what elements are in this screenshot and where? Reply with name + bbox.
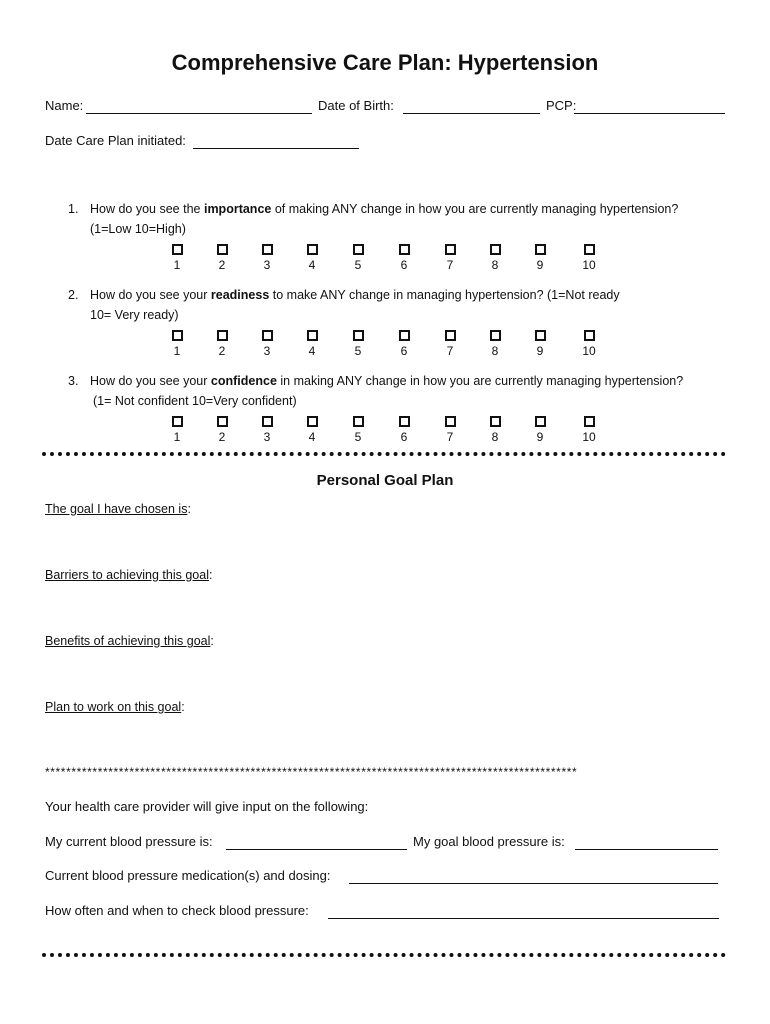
question-text-pre: How do you see your [90, 288, 211, 302]
rating-option[interactable] [202, 244, 242, 272]
rating-scale-readiness [156, 330, 616, 364]
rating-option[interactable] [475, 244, 515, 272]
option-label: 1 [173, 258, 181, 272]
checkbox[interactable] [217, 416, 228, 427]
checkbox[interactable] [490, 416, 501, 427]
option-label: 5 [354, 258, 362, 272]
checkbox[interactable] [307, 330, 318, 341]
care-plan-initiated-field[interactable] [193, 134, 359, 149]
question-number: 1. [68, 202, 79, 216]
option-label: 2 [218, 344, 226, 358]
question-importance [90, 202, 678, 216]
rating-option[interactable] [247, 244, 287, 272]
checkbox[interactable] [535, 416, 546, 427]
option-label: 6 [400, 430, 408, 444]
scale-note: (1=Low 10=High) [90, 222, 186, 236]
checkbox[interactable] [307, 416, 318, 427]
rating-option[interactable] [569, 416, 609, 444]
option-label: 2 [218, 258, 226, 272]
rating-option[interactable] [157, 244, 197, 272]
checkbox[interactable] [262, 244, 273, 255]
rating-option[interactable] [247, 416, 287, 444]
checkbox[interactable] [584, 416, 595, 427]
checkbox[interactable] [445, 244, 456, 255]
rating-option[interactable] [520, 416, 560, 444]
checkbox[interactable] [490, 330, 501, 341]
barriers-label [45, 568, 212, 582]
check-bp-field[interactable] [328, 904, 719, 919]
provider-intro: Your health care provider will give input on the following: [45, 799, 369, 814]
goal-chosen-text: The goal I have chosen is [45, 502, 188, 516]
benefits-text: Benefits of achieving this goal [45, 634, 211, 648]
rating-option[interactable] [247, 330, 287, 358]
option-label: 10 [582, 430, 596, 444]
checkbox[interactable] [353, 416, 364, 427]
page-title: Comprehensive Care Plan: Hypertension [171, 50, 599, 75]
question-keyword: importance [203, 202, 272, 216]
checkbox[interactable] [172, 416, 183, 427]
checkbox[interactable] [399, 416, 410, 427]
star-separator: ***************************************************************************************************** [45, 765, 578, 779]
goal-plan-title: Personal Goal Plan [316, 472, 454, 489]
rating-option[interactable] [384, 244, 424, 272]
option-label: 4 [308, 430, 316, 444]
rating-option[interactable] [292, 330, 332, 358]
care-plan-initiated-label: Date Care Plan initiated: [45, 133, 186, 148]
colon: : [181, 700, 185, 714]
checkbox[interactable] [307, 244, 318, 255]
checkbox[interactable] [584, 330, 595, 341]
rating-option[interactable] [292, 416, 332, 444]
plan-text: Plan to work on this goal [45, 700, 182, 714]
current-bp-field[interactable] [226, 835, 407, 850]
option-label: 3 [263, 344, 271, 358]
question-keyword: confidence [210, 374, 277, 388]
rating-option[interactable] [157, 416, 197, 444]
colon: : [210, 634, 214, 648]
option-label: 5 [354, 430, 362, 444]
dotted-divider [42, 953, 726, 957]
option-label: 8 [491, 258, 499, 272]
checkbox[interactable] [353, 330, 364, 341]
question-text-post: in making ANY change in how you are currently managing hypertension? [276, 374, 684, 388]
option-label: 9 [536, 430, 544, 444]
rating-scale-importance [156, 244, 616, 278]
rating-option[interactable] [569, 330, 609, 358]
pcp-field[interactable] [574, 99, 725, 114]
question-text-post: of making ANY change in how you are currently managing hypertension? [271, 202, 679, 216]
scale-note: (1= Not confident 10=Very confident) [93, 394, 297, 408]
rating-option[interactable] [384, 330, 424, 358]
question-number: 2. [68, 288, 79, 302]
question-keyword: readiness [210, 288, 270, 302]
option-label: 7 [446, 258, 454, 272]
rating-option[interactable] [430, 330, 470, 358]
option-label: 8 [491, 430, 499, 444]
rating-option[interactable] [520, 244, 560, 272]
option-label: 7 [446, 430, 454, 444]
rating-option[interactable] [569, 244, 609, 272]
option-label: 9 [536, 258, 544, 272]
rating-option[interactable] [157, 330, 197, 358]
option-label: 1 [173, 344, 181, 358]
question-text-pre: How do you see the [90, 202, 204, 216]
rating-option[interactable] [384, 416, 424, 444]
option-label: 6 [400, 344, 408, 358]
rating-option[interactable] [338, 244, 378, 272]
dotted-divider [42, 452, 726, 456]
checkbox[interactable] [445, 416, 456, 427]
question-text-post: to make ANY change in managing hypertension? (1=Not ready [269, 288, 620, 302]
colon: : [187, 502, 191, 516]
rating-option[interactable] [202, 330, 242, 358]
goal-bp-label: My goal blood pressure is: [413, 834, 565, 849]
rating-option[interactable] [430, 416, 470, 444]
name-field[interactable] [86, 99, 312, 114]
option-label: 7 [446, 344, 454, 358]
rating-option[interactable] [475, 416, 515, 444]
option-label: 9 [536, 344, 544, 358]
checkbox[interactable] [399, 330, 410, 341]
checkbox[interactable] [262, 330, 273, 341]
pcp-label: PCP: [546, 98, 577, 113]
question-number: 3. [68, 374, 79, 388]
medication-field[interactable] [349, 869, 718, 884]
name-label: Name: [45, 98, 84, 113]
checkbox[interactable] [262, 416, 273, 427]
checkbox[interactable] [353, 244, 364, 255]
current-bp-label: My current blood pressure is: [45, 834, 213, 849]
checkbox[interactable] [172, 330, 183, 341]
question-text-pre: How do you see your [90, 374, 211, 388]
checkbox[interactable] [535, 330, 546, 341]
checkbox[interactable] [399, 244, 410, 255]
rating-option[interactable] [202, 416, 242, 444]
dob-label: Date of Birth: [318, 98, 394, 113]
option-label: 5 [354, 344, 362, 358]
colon: : [208, 568, 213, 582]
rating-option[interactable] [430, 244, 470, 272]
plan-label [45, 700, 185, 714]
option-label: 3 [263, 258, 271, 272]
rating-option[interactable] [475, 330, 515, 358]
check-bp-label: How often and when to check blood pressure: [45, 903, 309, 918]
option-label: 10 [582, 258, 596, 272]
option-label: 10 [582, 344, 596, 358]
rating-option[interactable] [338, 416, 378, 444]
medication-label: Current blood pressure medication(s) and dosing: [45, 868, 331, 883]
option-label: 4 [308, 258, 316, 272]
barriers-text: Barriers to achieving this goal [45, 568, 209, 582]
rating-option[interactable] [338, 330, 378, 358]
checkbox[interactable] [172, 244, 183, 255]
checkbox[interactable] [584, 244, 595, 255]
option-label: 8 [491, 344, 499, 358]
rating-option[interactable] [520, 330, 560, 358]
dob-field[interactable] [403, 99, 540, 114]
checkbox[interactable] [535, 244, 546, 255]
question-readiness [90, 288, 620, 302]
scale-note: 10= Very ready) [90, 308, 179, 322]
option-label: 4 [308, 344, 316, 358]
question-confidence [90, 374, 683, 388]
checkbox[interactable] [217, 244, 228, 255]
checkbox[interactable] [490, 244, 501, 255]
option-label: 2 [218, 430, 226, 444]
option-label: 3 [263, 430, 271, 444]
checkbox[interactable] [217, 330, 228, 341]
rating-option[interactable] [292, 244, 332, 272]
goal-chosen-label [45, 502, 191, 516]
goal-bp-field[interactable] [575, 835, 718, 850]
benefits-label [45, 634, 214, 648]
option-label: 6 [400, 258, 408, 272]
checkbox[interactable] [445, 330, 456, 341]
option-label: 1 [173, 430, 181, 444]
rating-scale-confidence [156, 416, 616, 450]
